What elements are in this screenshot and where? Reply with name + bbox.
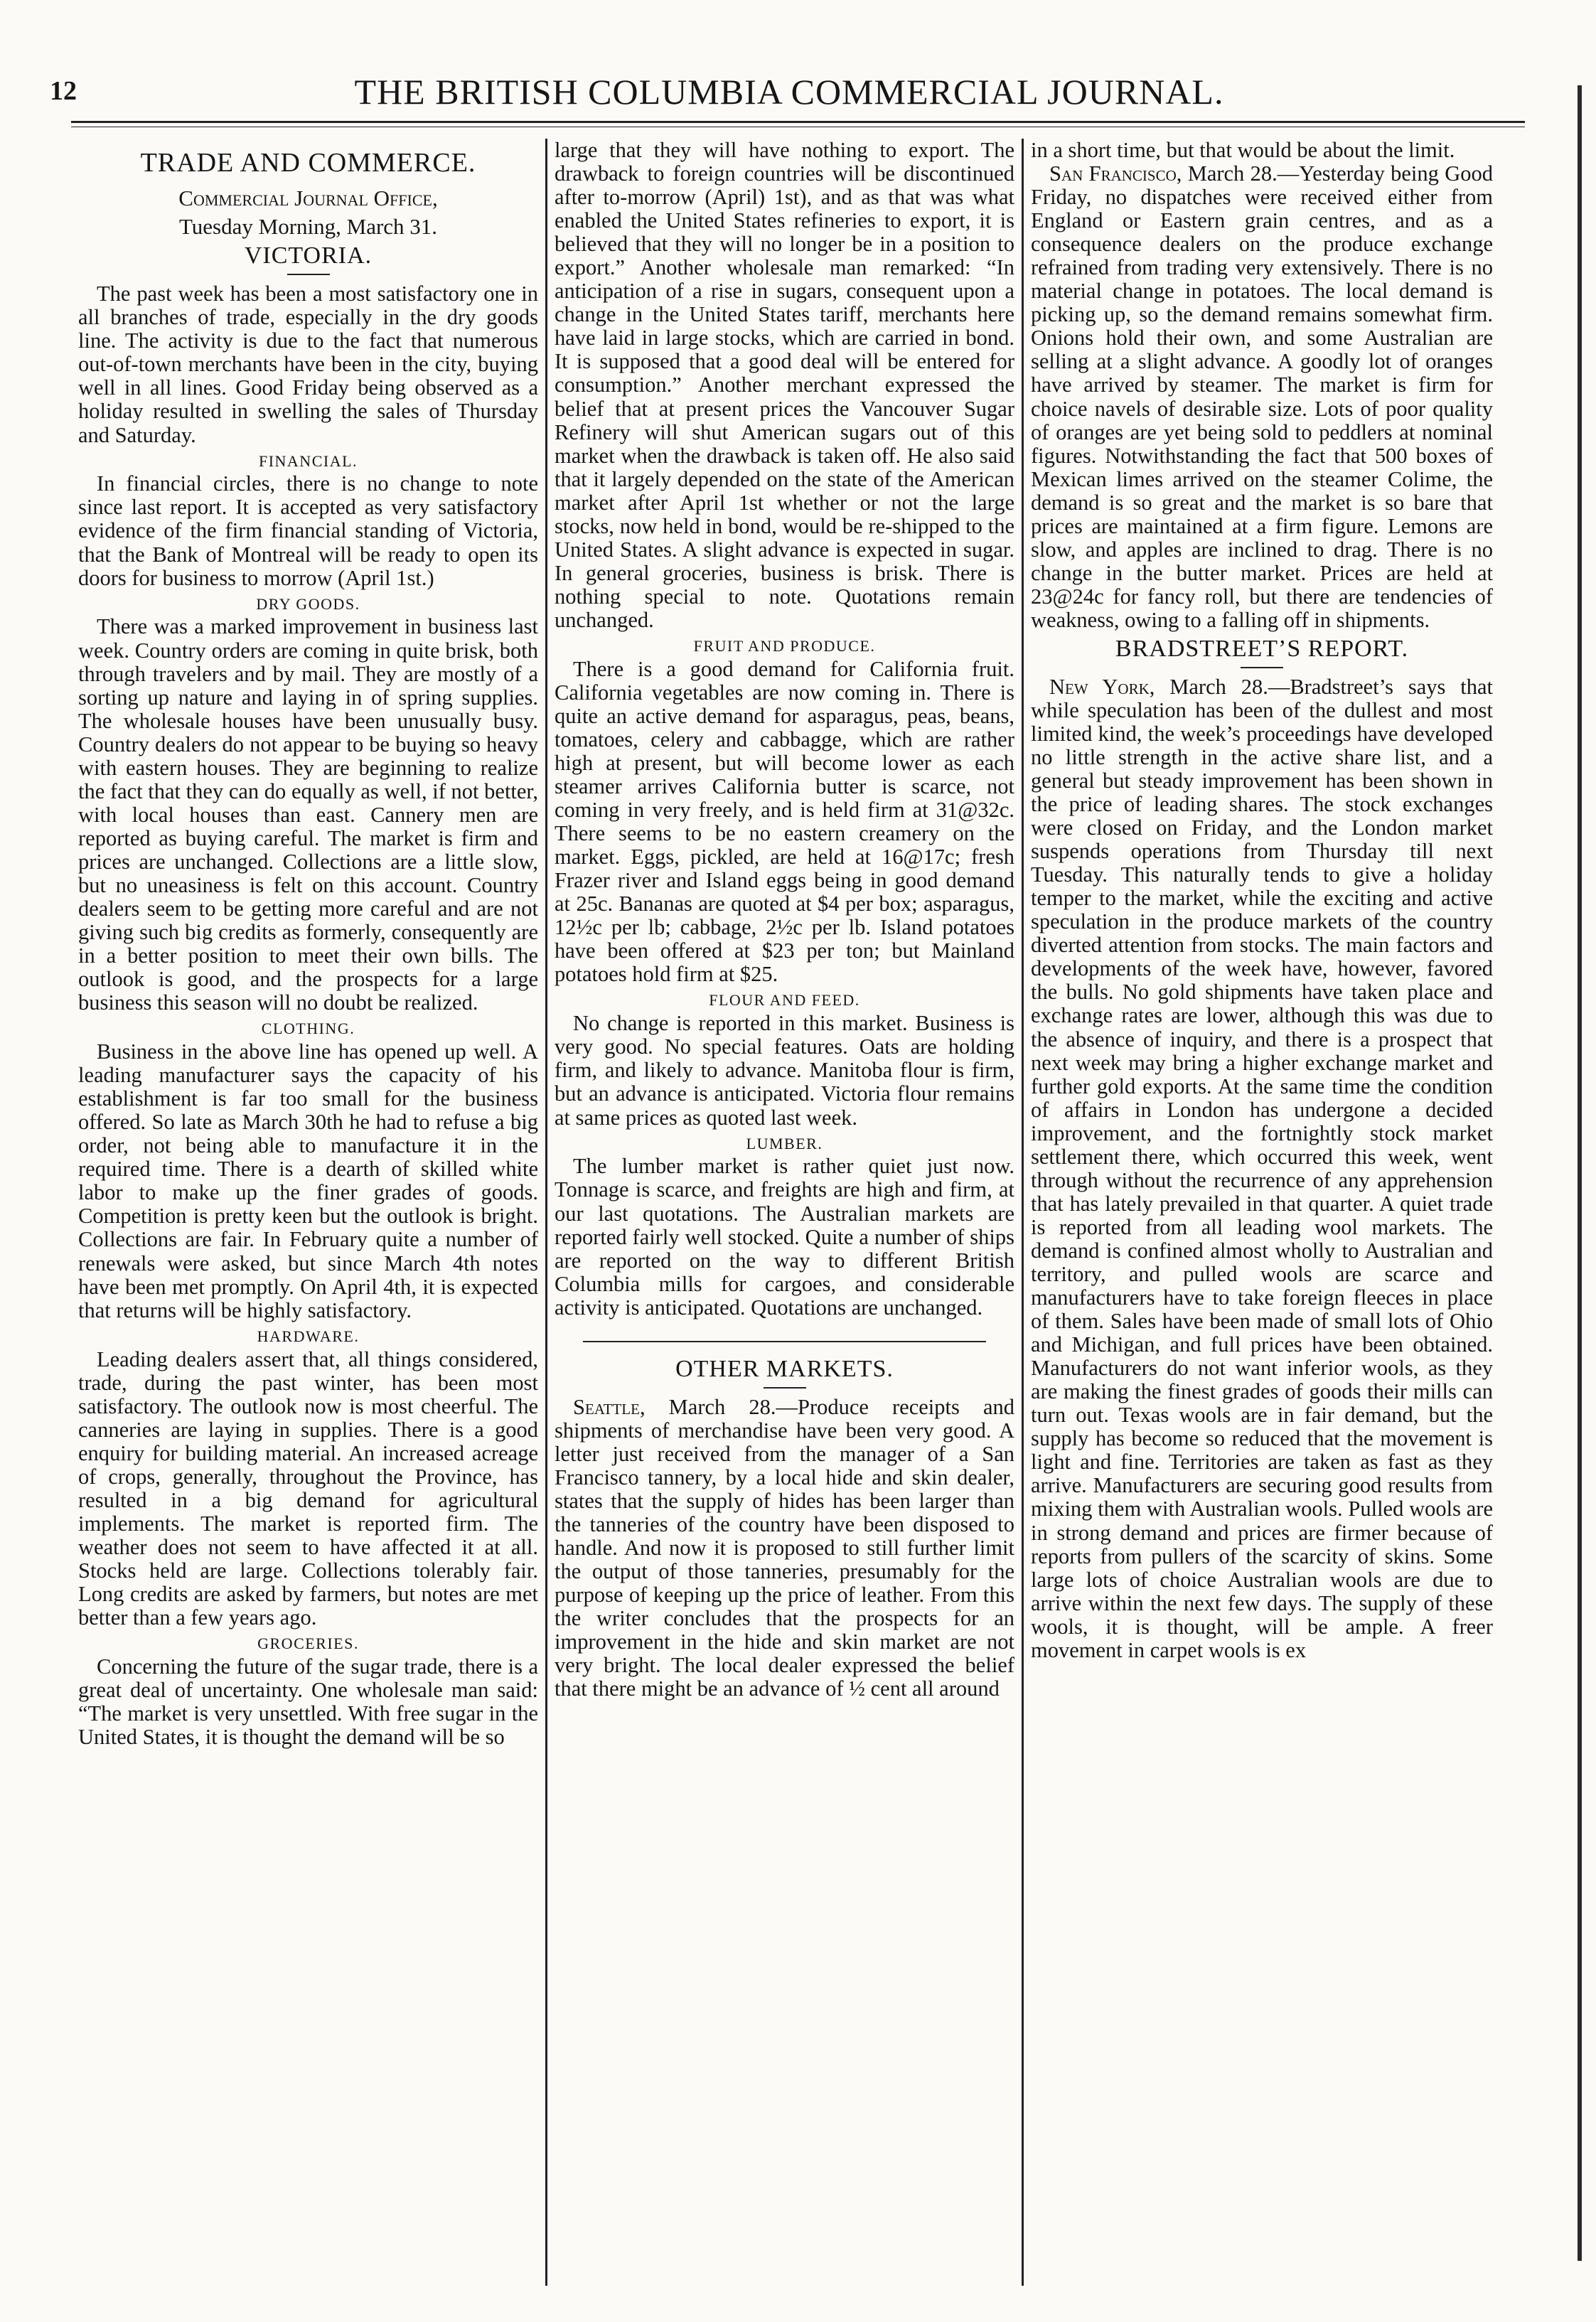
dateline-date: Tuesday Morning, March 31.: [178, 214, 438, 240]
page-edge-shadow: [1578, 85, 1582, 2261]
subheading-hardware: HARDWARE.: [257, 1327, 360, 1345]
section-title-trade: TRADE AND COMMERCE.: [140, 148, 476, 178]
subheading-lumber: LUMBER.: [746, 1134, 823, 1152]
paragraph-financial: In financial circles, there is no change to note since last report. It is accepted as very satisfactory evidence of the firm financial standing of Victoria, that the Bank of Montreal will be ready to open its doors for business to morrow (April 1st.): [78, 471, 538, 590]
place-seattle: Seattle,: [573, 1394, 646, 1419]
paragraph-hardware: Leading dealers assert that, all things considered, trade, during the past winter, has been most satisfactory. The outlook now is most cheerful. The canneries are laying in supplies. There is a good enquiry for building material. An increased acreage of crops, generally, throughout the Province, has resulted in a big demand for agricultural implements. The market is reported firm. The weather does not seem to have affected it at all. Stocks held are large. Collections tolerably fair. Long credits are asked by farmers, but notes are met better than a few years ago.: [78, 1347, 538, 1630]
place-new-york: New York,: [1049, 674, 1155, 699]
divider: [1241, 667, 1283, 668]
place-heading-victoria: VICTORIA.: [244, 242, 373, 269]
paragraph-lumber: The lumber market is rather quiet just now. Tonnage is scarce, and freights are high and firm, at our last quotations. The Australian markets are reported fairly well stocked. Quite a number of ships are reported on the way to different British Columbia mills for cargoes, and considerable activity is anticipated. Quotations are unchanged.: [555, 1154, 1014, 1320]
paragraph-fruit-produce: There is a good demand for California fruit. California vegetables are now coming in. There is quite an active demand for asparagus, peas, beans, tomatoes, celery and cabbagge, which are rather high at present, but will become lower as each steamer arrives California butter is scarce, not coming in very freely, and is held firm at 31@32c. There seems to be no eastern creamery on the market. Eggs, pickled, are held at 16@17c; fresh Frazer river and Island eggs being in good demand at 25c. Bananas are quoted at $4 per box; asparagus, 12½c per lb; cabbage, 2½c per lb. Island potatoes have been offered at $23 per ton; but Mainland potatoes hold firm at $25.: [555, 656, 1014, 987]
paragraph-clothing: Business in the above line has opened up well. A leading manufacturer says the capacity of his establishment is far too small for the business offered. So late as March 30th he had to refuse a big order, not being able to manufacture it in the required time. There is a dearth of skilled white labor to make up the finer grades of goods. Competition is pretty keen but the outlook is bright. Collections are fair. In February quite a number of renewals were asked, but since March 4th notes have been met promptly. On April 4th, it is expected that returns will be highly satisfactory.: [78, 1039, 538, 1322]
paragraph-intro: The past week has been a most satisfactory one in all branches of trade, especially in the dry goods line. The activity is due to the fact that numerous out-of-town merchants have been in the city, buying well in all lines. Good Friday being observed as a holiday resulted in swelling the sales of Thursday and Saturday.: [78, 282, 538, 447]
column-1: [71, 139, 547, 2286]
subheading-dry-goods: DRY GOODS.: [256, 594, 360, 613]
subheading-financial: FINANCIAL.: [258, 451, 358, 470]
paragraph-groceries-continued: large that they will have nothing to export. The drawback to foreign countries will be discontinued after to-morrow (April) 1st), and as that was what enabled the United States refineries to export, it is believed that they will no longer be in a position to export.” Another wholesale man remarked: “In anticipation of a rise in sugars, consequent upon a change in the United States tariff, merchants here have laid in large stocks, which are carried in bond. It is supposed that a good deal will be entered for consumption.” Another merchant expressed the belief that at present prices the Vancouver Sugar Refinery will shut American sugars out of this market when the drawback is taken off. He also said that it largely depended on the state of the American market after April 1st whether or not the large stocks, now held in bond, would be re-shipped to the United States. A slight advance is expected in sugar. In general groceries, business is brisk. There is nothing special to note. Quotations remain unchanged.: [555, 139, 1014, 632]
paragraph-new-york: [1031, 675, 1493, 1662]
paragraph-groceries: Concerning the future of the sugar trade, there is a great deal of uncertainty. One wholesale man said: “The market is very unsettled. With free sugar in the United States, it is thought the demand will be so: [78, 1654, 538, 1750]
paragraph-flour-feed: No change is reported in this market. Business is very good. No special features. Oats are holding firm, and likely to advance. Manitoba flour is firm, but an advance is anticipated. Victoria flour remains at same prices as quoted last week.: [555, 1011, 1014, 1130]
subheading-flour-feed: FLOUR AND FEED.: [709, 991, 860, 1010]
subheading-clothing: CLOTHING.: [261, 1020, 355, 1038]
place-san-francisco: San Francisco,: [1049, 161, 1182, 186]
divider: [764, 1387, 806, 1389]
page-number: 12: [50, 76, 77, 106]
section-title-bradstreet: BRADSTREET’S REPORT.: [1115, 635, 1409, 662]
article-columns: [71, 139, 1504, 2286]
page-header: [43, 71, 1536, 117]
section-title-other-markets: OTHER MARKETS.: [675, 1355, 894, 1382]
paragraph-seattle: [555, 1396, 1014, 1701]
column-2: [547, 139, 1024, 2286]
journal-title: THE BRITISH COLUMBIA COMMERCIAL JOURNAL.: [354, 72, 1224, 112]
header-rule: [71, 121, 1525, 123]
dateline-office: Commercial Journal Office,: [178, 186, 438, 211]
text-new-york: March 28.—Bradstreet’s says that while speculation has been of the dullest and most limited kind, the week’s proceedings have developed no little strength in the active share list, and a general but steady improvement has been shown in the price of leading shares. The stock exchanges were closed on Friday, and the London market suspends operations from Thursday till next Tuesday. This naturally tends to give a holiday temper to the market, while the exciting and active speculation in the produce markets of the country diverted attention from stocks. The main factors and developments of the week have, however, favored the bulls. No gold shipments have taken place and exchange rates are lower, although this was due to the absence of inquiry, and there is a prospect that next week may bring a higher exchange market and further gold exports. At the same time the condition of affairs in London has undergone a decided improvement, and the fortnightly stock market settlement there, which occurred this week, went through without the recurrence of any apprehension that has lately prevailed in that quarter. A quiet trade is reported from all leading wool markets. The demand is confined almost wholly to Australian and territory, and pulled wools are scarce and manufacturers have to take foreign fleeces in place of them. Sales have been made of small lots of Ohio and Michigan, and full prices have been obtained. Manufacturers do not want inferior wools, as they are making the finest grades of goods their mills can turn out. Texas wools are in fair demand, but the supply has become so reduced that the movement is light and fine. Territories are taken as fast as they arrive. Manufacturers are securing good results from mixing them with Australian wools. Pulled wools are in strong demand and prices are firmer because of reports from pullers of the scarcity of skins. Some large lots of choice Australian wools are due to arrive within the next few days. The supply of these wools, it is thought, will be ample. A freer movement in carpet wools is ex: [1031, 674, 1493, 1662]
paragraph-san-francisco: [1031, 162, 1493, 632]
subheading-fruit-produce: FRUIT AND PRODUCE.: [693, 636, 876, 655]
paragraph-dry-goods: There was a marked improvement in business last week. Country orders are coming in quite brisk, both through travelers and by mail. They are mostly of a sorting up nature and laying in of spring supplies. The wholesale houses have been unusually busy. Country dealers do not appear to be buying so heavy with eastern houses. They are beginning to realize the fact that they can do equally as well, if not better, with local houses than east. Cannery men are reported as buying careful. The market is firm and prices are unchanged. Collections are a little slow, but no uneasiness is felt on this account. Country dealers seem to be getting more careful and are not giving such big credits as formerly, consequently are in a better position to meet their own bills. The outlook is good, and the prospects for a large business this season will no doubt be realized.: [78, 614, 538, 1015]
divider: [287, 274, 330, 275]
subheading-groceries: GROCERIES.: [257, 1635, 359, 1653]
text-san-francisco: March 28.—Yesterday being Good Friday, no dispatches were received either from England or Eastern grain centres, and as a consequence dealers on the produce exchange refrained from trading very extensively. There is no material change in potatoes. The local demand is picking up, so the demand remains somewhat firm. Onions hold their own, and some Australian are selling at a slight advance. A goodly lot of oranges have arrived by steamer. The market is firm for choice navels of desirable size. Lots of poor quality of oranges are yet being sold to peddlers at nominal figures. Notwithstanding the fact that 500 boxes of Mexican limes arrived on the steamer Colime, the demand is so great and the market is so bare that prices are maintained at a firm figure. Lemons are slow, and apples are inclined to drag. There is no change in the butter market. Prices are held at 23@24c for fancy roll, but there are tendencies of weakness, owing to a falling off in shipments.: [1031, 161, 1493, 632]
column-3: [1024, 139, 1500, 2286]
section-divider: [583, 1341, 986, 1342]
text-seattle: March 28.—Produce receipts and shipments of merchandise have been very good. A letter just received from the manager of a San Francisco tannery, by a local hide and skin dealer, states that the supply of hides has been larger than the tanneries of the country have been disposed to handle. And now it is proposed to still further limit the output of those tanneries, presumably for the purpose of keeping up the price of leather. From this the writer concludes that the prospects for an improvement in the hide and skin market are not very bright. The local dealer expressed the belief that there might be an advance of ½ cent all around: [555, 1394, 1014, 1701]
paragraph-seattle-continued: in a short time, but that would be about the limit.: [1031, 139, 1455, 162]
